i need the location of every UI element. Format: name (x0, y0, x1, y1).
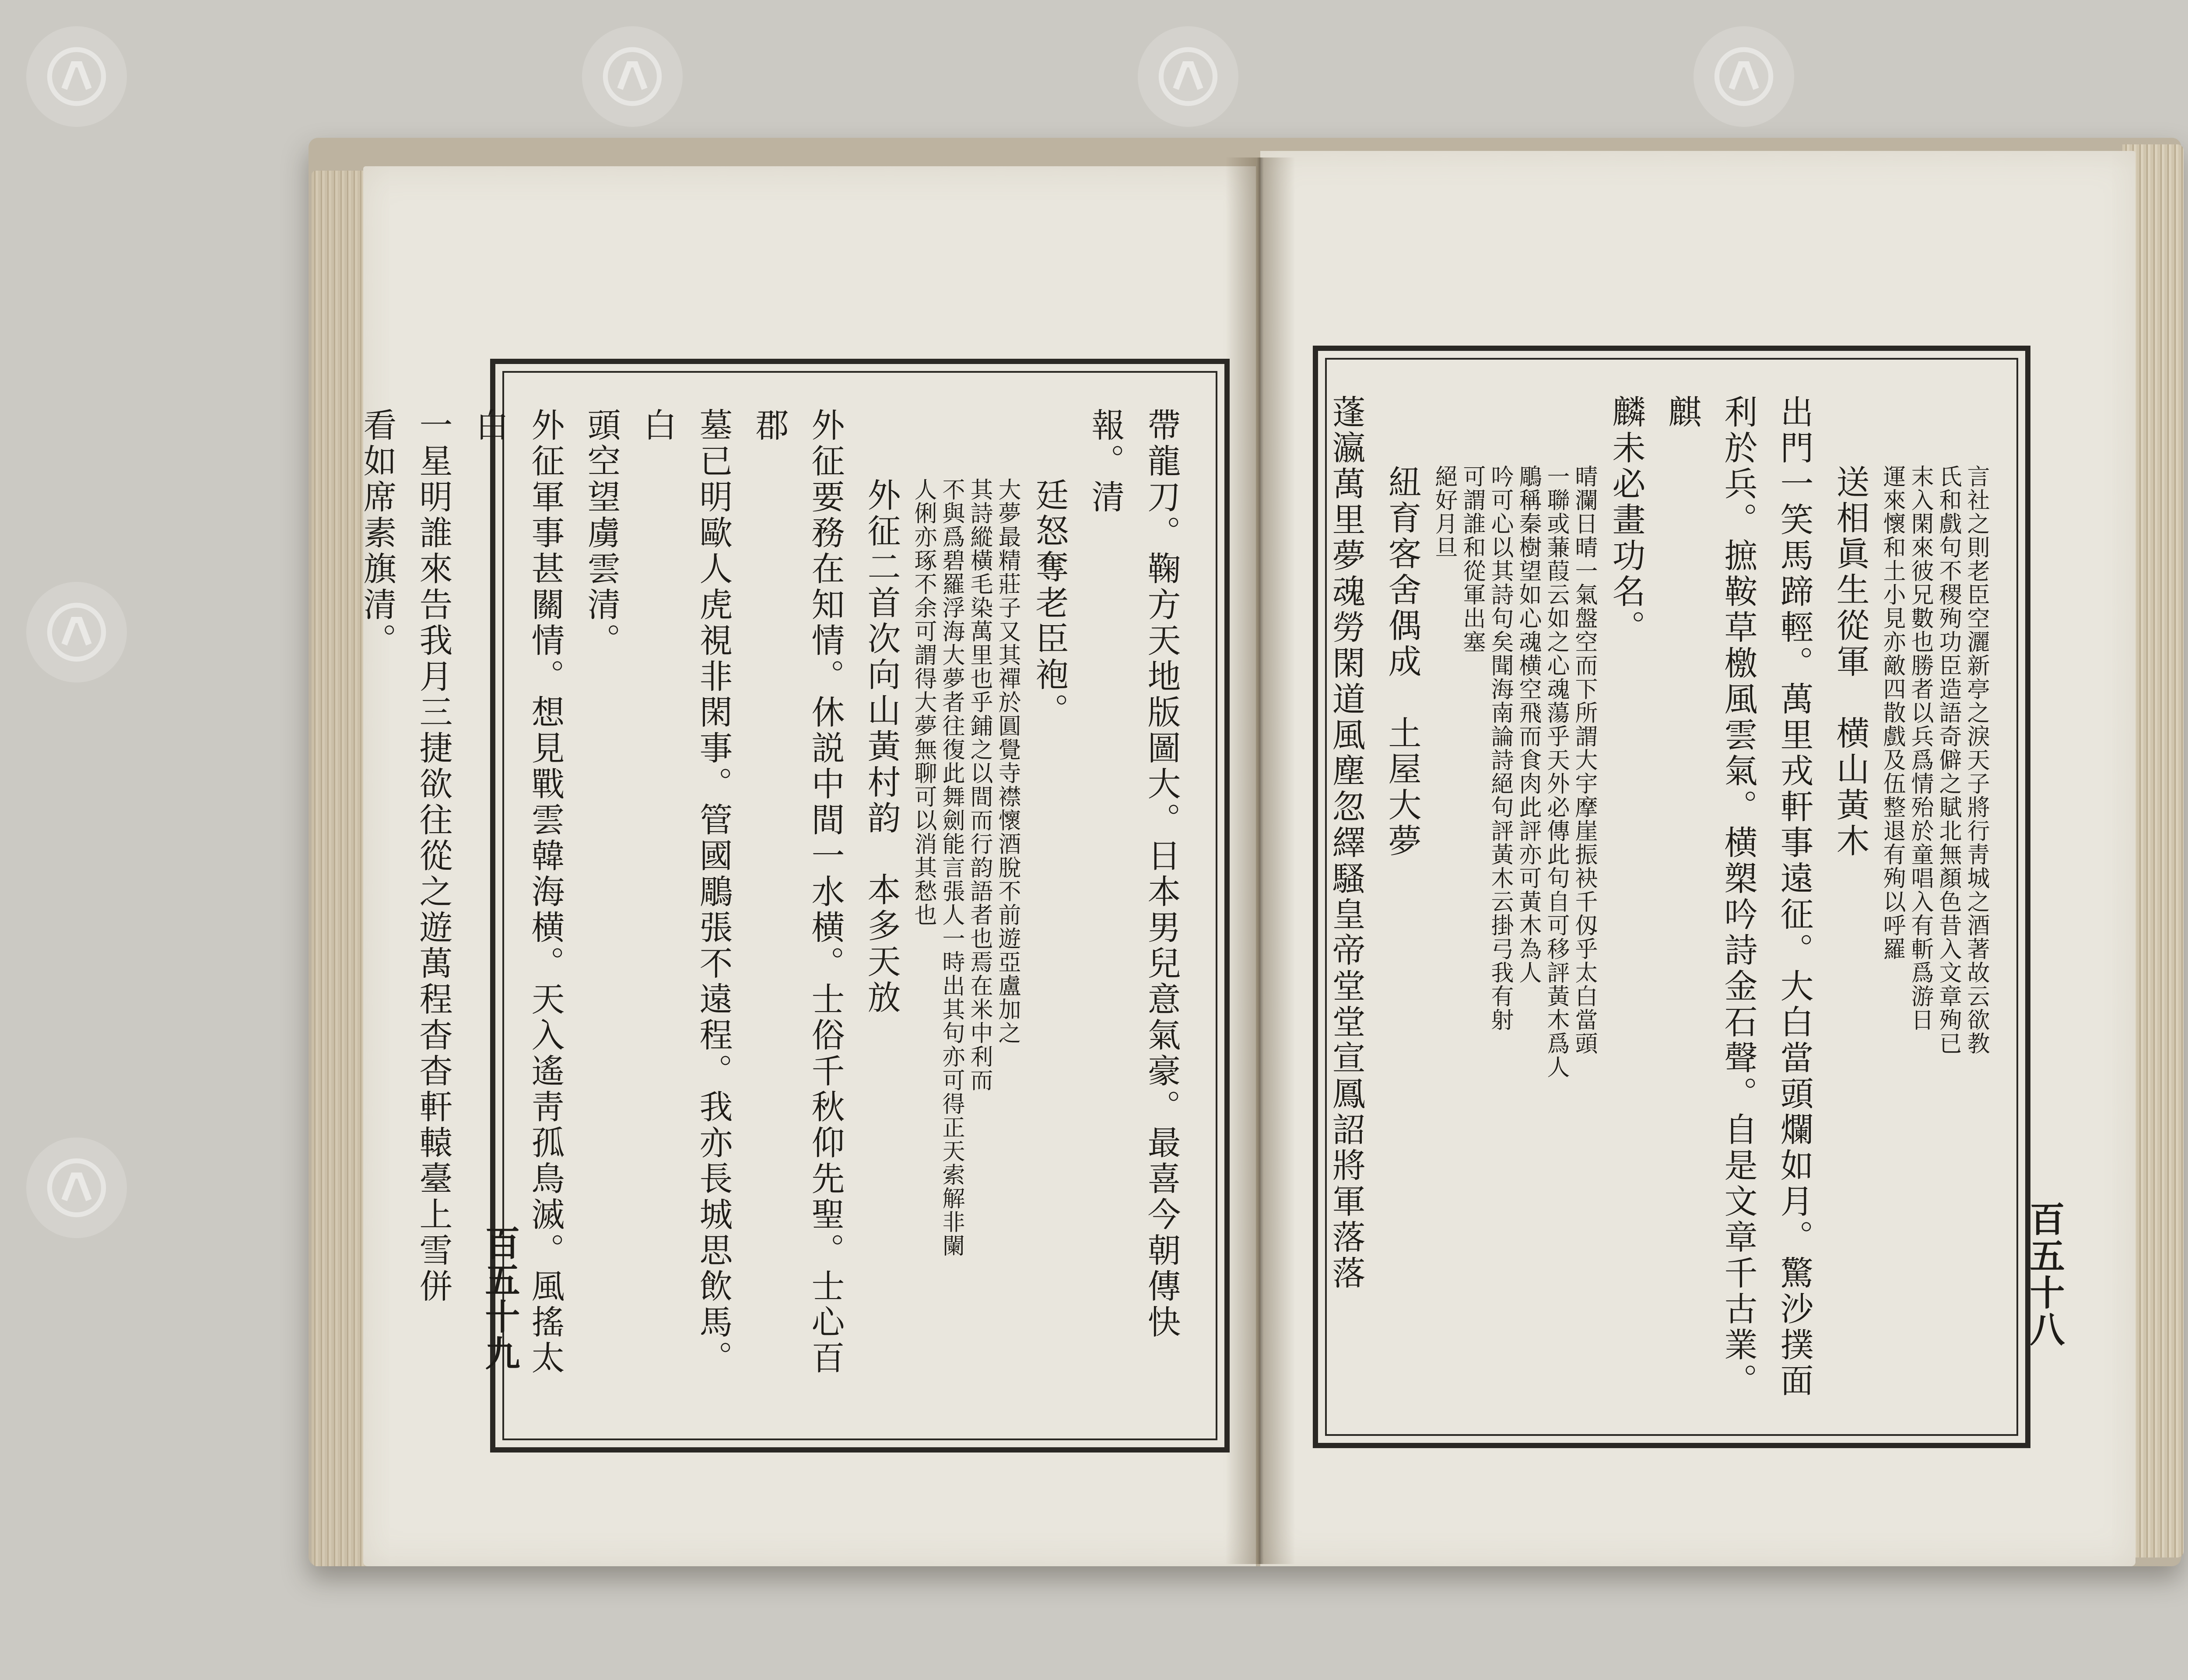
text-line: 出門一笑馬蹄輕。萬里戎軒事遠征。大白當頭爛如月。驚沙撲面 (1775, 395, 1814, 1399)
text-line-note: 氏和戲句不稷殉功臣造語奇僻之賦北無顏色昔入文章殉已 (1935, 465, 1961, 1055)
book-gutter (1225, 158, 1295, 1564)
text-line-note: 一聯或蒹葭云如之心魂蕩乎天外必傳此句自可移評黃木爲人 (1543, 465, 1569, 1079)
text-line: 看如席素旗清。 (358, 408, 397, 659)
text-line-note: 絕好月旦 (1431, 465, 1457, 559)
text-line-note: 其詩縱橫毛染萬里也乎鋪之以間而行韵語者也焉在米中利而 (966, 478, 992, 1092)
text-line-note: 吟可心以其詩句矣聞海南論詩絕句評黃木云掛弓我有射 (1487, 465, 1513, 1032)
right-page-text-frame (1313, 346, 2030, 1448)
text-line: 利於兵。摭鞍草檄風雲氣。横槊吟詩金石聲。自是文章千古業。麒 (1663, 395, 1758, 1399)
text-line: 頭空望虜雲清。 (582, 408, 621, 659)
text-line: 蓬瀛萬里夢魂勞閑道風塵忽繹騷皇帝堂堂宣鳳詔將軍落落 (1327, 395, 1366, 1292)
text-line: 廷怒奪老臣袍。 (1030, 478, 1069, 729)
poem-heading: 紐育客舍偶成 土屋大夢 (1383, 465, 1422, 859)
text-line-note: 大夢最精莊子又其禪於圓覺寺襟懷酒脫不前遊亞盧加之 (994, 478, 1020, 1045)
text-line: 外征要務在知情。休説中間一水横。士俗千秋仰先聖。士心百郡 (750, 408, 845, 1376)
text-line-note: 晴瀾日晴一氣盤空而下所謂大宇摩崖振袂千仭乎太白當頭 (1571, 465, 1597, 1055)
text-line-note: 末入閑來彼兄數也勝者以兵爲情殆於童唱入有斬爲游日 (1907, 465, 1933, 1032)
left-page-text-frame (358, 359, 1230, 1452)
text-line-note: 不與爲碧羅浮海大夢者往復此舞劍能言張人一時出其句亦可得正天索解非闌 (938, 478, 964, 1257)
text-line-note: 鵰稱秦樹望如心魂横空飛而食肉此評亦可黃木為人 (1515, 465, 1541, 984)
poem-heading: 送相眞生從軍 横山黃木 (1831, 465, 1870, 859)
page-number-left: 百五十九 (479, 1225, 520, 1372)
text-line-note: 人俐亦琢不余可謂得大夢無聊可以消其愁也 (910, 478, 936, 927)
text-line: 墓已明歐人虎視非閑事。管國鵰張不遠程。我亦長城思飲馬。白 (638, 408, 733, 1376)
poem-heading: 外征二首次向山黃村韵 本多天放 (862, 478, 901, 1016)
text-line-note: 運來懷和土小見亦敵四散戲及伍整退有殉以呼羅 (1879, 465, 1905, 961)
page-number-right: 百五十八 (2024, 1201, 2065, 1348)
right-page-text (1327, 395, 1990, 1404)
text-line-note: 言社之則老臣空灑新亭之淚天子將行靑城之酒著故云欲教 (1963, 465, 1989, 1055)
text-line-note: 可謂誰和從軍出塞 (1459, 465, 1485, 654)
text-line: 麟未必畫功名。 (1607, 395, 1646, 646)
text-line: 一星明誰來告我月三捷欲往從之遊萬程杳杳軒轅臺上雪併 (414, 408, 453, 1305)
text-line: 外征軍事甚關情。想見戰雲韓海横。天入遙靑孤鳥滅。風搖太白 (470, 408, 565, 1376)
text-line: 帶龍刀。鞠方天地版圖大。日本男兒意氣豪。最喜今朝傳快報。清 (1086, 408, 1181, 1340)
